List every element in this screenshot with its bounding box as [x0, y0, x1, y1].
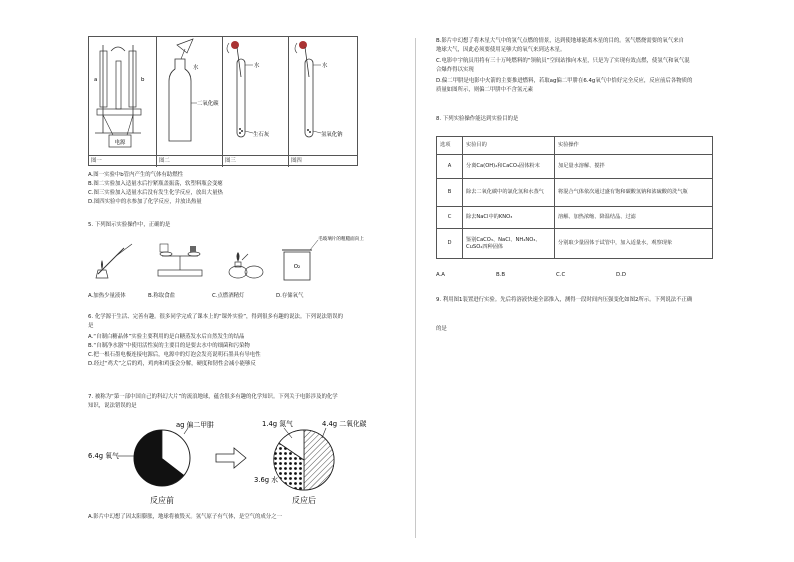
- q5-option-b: B.称取食盐: [148, 293, 175, 299]
- row-operation: 将混合气体依次通过盛有饱和碳酸氢钠和浓硫酸的洗气瓶: [555, 179, 713, 207]
- q6-option-b: B.“自制净水器”中使用活性炭的主要目的是要去水中的细菌和污染物: [88, 343, 250, 349]
- q4-option-b: B.图二实验加入适量水后拧紧瓶盖振荡，软塑料瓶会变瘪: [88, 181, 223, 187]
- caption-1: 图一: [91, 158, 102, 164]
- udmh-label: ag 偏二甲肼: [176, 421, 214, 429]
- q6-option-d: D.经过“鸡犬”之后的鸡，鸡肉和鸡蛋会分解，硬度和韧性会减小能够反: [88, 361, 256, 367]
- co2-label: 4.4g 二氧化碳: [322, 420, 367, 428]
- figure-cell-2: [157, 37, 223, 167]
- water-label: 3.6g 水: [254, 476, 279, 484]
- q7-option-d-1: D.偏二甲肼是电影中火箭的主要推进燃料，若取ag偏二甲肼在6.4g氧气中恰好完全反应，反应前后各物质的: [436, 78, 693, 84]
- caption-2: 图二: [159, 158, 170, 164]
- q9-stem-2: 的是: [436, 326, 447, 332]
- q7-option-b-2: 地球大气，因此必须要使用足够大的氧气来到达木星。: [436, 47, 566, 53]
- table-row: [437, 207, 713, 229]
- table-row: [437, 229, 713, 259]
- q5-option-c: C.点燃酒精灯: [212, 293, 245, 299]
- gas-bottle-icon: [282, 235, 364, 280]
- q5-figures: [88, 234, 364, 286]
- dropper-bulb-icon: [231, 41, 239, 49]
- row-option: C: [437, 207, 463, 229]
- q8-answer-d: D.D: [616, 272, 627, 278]
- row-operation: 溶解、加热浓缩、降温结晶、过滤: [555, 207, 713, 229]
- q7-stem-1: 7. 被称为“第一部中国自己的科幻大片”的流浪地球，蕴含很多有趣的化学知识。下列关于电影涉及的化学: [88, 394, 338, 400]
- reaction-arrow-icon: [216, 448, 246, 468]
- q4-option-d: D.图四实验中的水参加了化学反应，并放出热量: [88, 199, 202, 205]
- header-goal: 实验目的: [463, 137, 555, 155]
- co2-slice: [304, 430, 334, 490]
- bottle-label: O₂: [293, 264, 301, 270]
- q8-answer-a: A.A: [436, 272, 445, 278]
- row-operation: 分别取少量固体于试管中，加入适量水，观察现象: [555, 229, 713, 259]
- q7-stem-2: 知识，说法错误的是: [88, 403, 137, 409]
- co2-bottle-apparatus: [157, 37, 223, 157]
- co2-label: 二氧化碳: [197, 101, 219, 107]
- q4-option-c: C.图三实验加入适量水后没有发生化学反应，放出大量热: [88, 190, 223, 196]
- row-option: A: [437, 155, 463, 179]
- tube-b-label: b: [141, 77, 145, 83]
- balance-icon: [158, 244, 202, 276]
- heating-liquid-icon: [96, 244, 132, 278]
- lime-label: 生石灰: [253, 132, 270, 138]
- after-label: 反应后: [292, 496, 316, 505]
- header-operation: 实验操作: [555, 137, 713, 155]
- row-goal: 分离Ca(OH)₂和CaCO₃固体粉末: [463, 155, 555, 179]
- q8-table: [436, 136, 713, 259]
- figure-cell-4: [289, 37, 359, 167]
- q6-option-a: A.“自制白糖晶体”实验主要利用的是白糖蒸发水后自然发生的结晶: [88, 334, 245, 340]
- power-label: 电源: [114, 140, 126, 146]
- q5-option-a: A.加热少量液体: [88, 293, 126, 299]
- row-goal: 除去二氧化碳中的氯化氢和水蒸气: [463, 179, 555, 207]
- q7-option-c-2: 合爆炸得以实现: [436, 67, 474, 73]
- electrolysis-apparatus: [89, 37, 157, 157]
- row-operation: 加足量水溶解、搅拌: [555, 155, 713, 179]
- q9-stem-1: 9. 利用图1装置进行实验。先后将溶液快速全部推入，测得一段时间内压强变化如图2所示。下列说法不正确: [436, 297, 693, 303]
- alcohol-lamp-icon: [229, 252, 263, 278]
- q6-stem-1: 6. 化学源于生活、完善有趣。很多同学完成了课本上的“课外实验”，得到很多有趣的说法。下列说法错误的: [88, 314, 344, 320]
- before-label: 反应前: [150, 496, 174, 505]
- q7-mass-diagram: [88, 416, 388, 512]
- water-label: 水: [193, 65, 199, 71]
- figure-cell-1: [89, 37, 157, 167]
- header-option: 选项: [437, 137, 463, 155]
- q6-stem-2: 是: [88, 323, 94, 329]
- row-option: B: [437, 179, 463, 207]
- q7-option-a: A.影片中幻想了因太阳膨胀，地球将被毁灭。氢气原子有气体，是空气的成分之一: [88, 514, 282, 520]
- q6-option-c: C.把一根石墨电极连接电源后，电源中的灯泡会发亮说明石墨具有导电性: [88, 352, 261, 358]
- water-label: 水: [254, 63, 260, 69]
- q7-option-b-1: B.影片中幻想了将木星大气中的氢气点燃的情景，达到使地球能离木星的目的。氢气燃烧需要的氧气来自: [436, 38, 684, 44]
- figure-captions: [89, 155, 357, 165]
- dropper-bulb-icon: [299, 41, 307, 49]
- column-divider: [415, 38, 416, 538]
- figure-cell-3: [223, 37, 289, 167]
- row-goal: 鉴别CaCO₃、NaCl、NH₄NO₃、CuSO₄四种固体: [463, 229, 555, 259]
- table-row: [437, 155, 713, 179]
- q8-stem: 8. 下列实验操作能达到实验目的是: [436, 116, 519, 122]
- naoh-label: 氢氧化钠: [321, 132, 343, 138]
- oxygen-label: 6.4g 氧气: [88, 452, 119, 460]
- q5-option-d: D.存储氧气: [276, 293, 304, 299]
- naoh-tube-apparatus: [289, 37, 359, 157]
- table-row: [437, 179, 713, 207]
- water-label: 水: [322, 63, 328, 69]
- q5-stem: 5. 下列图示实验操作中，正确的是: [88, 222, 171, 228]
- row-option: D: [437, 229, 463, 259]
- tube-a-label: a: [94, 77, 98, 83]
- q7-option-c-1: C.电影中宇航员用将有三十万吨燃料的“领航员”空间站推向木星，只是为了实现有效点燃，使氢气和氧气混: [436, 58, 690, 64]
- q8-answer-b: B.B: [496, 272, 506, 278]
- nitrogen-label: 1.4g 氮气: [262, 420, 293, 428]
- q7-option-d-2: 质量如图所示，则偏二甲肼中不含氢元素: [436, 87, 534, 93]
- left-column: [84, 0, 394, 562]
- caption-3: 图三: [225, 158, 236, 164]
- q4-option-a: A.图一实验中b管内产生的气体有助燃性: [88, 172, 183, 178]
- figure-table: [88, 36, 358, 166]
- lime-tube-apparatus: [223, 37, 289, 157]
- q8-header-row: [437, 137, 713, 155]
- q8-answer-c: C.C: [556, 272, 566, 278]
- caption-4: 图四: [291, 158, 302, 164]
- row-goal: 除去NaCl中的KNO₃: [463, 207, 555, 229]
- glass-plate-note: 毛玻璃片的粗糙面向上: [318, 237, 364, 242]
